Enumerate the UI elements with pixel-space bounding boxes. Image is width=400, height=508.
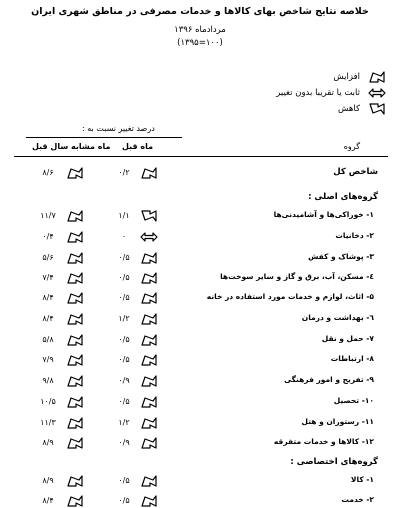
legend-label: ثابت یا تقریبا بدون تغییر bbox=[276, 88, 360, 98]
up-arrow-icon bbox=[66, 494, 84, 508]
prev-year-value: ۱۱/۳ bbox=[40, 418, 56, 427]
up-arrow-icon bbox=[140, 312, 158, 326]
table-row bbox=[0, 251, 400, 265]
prev-year-value: ۸/۴ bbox=[42, 496, 54, 505]
legend-label: افزایش bbox=[333, 72, 360, 82]
row-label: شاخص کل bbox=[333, 167, 378, 177]
up-arrow-icon bbox=[66, 333, 84, 347]
up-arrow-icon bbox=[66, 291, 84, 305]
up-arrow-icon bbox=[66, 416, 84, 430]
col-group: گروه bbox=[343, 142, 360, 151]
prev-year-value: ۱۱/۷ bbox=[40, 211, 56, 220]
prev-month-value: ۰/۵ bbox=[118, 476, 130, 485]
prev-month-value: ۰ bbox=[121, 232, 127, 241]
up-arrow-icon bbox=[66, 474, 84, 488]
report-base-year: (۱۰۰=۱۳۹۵) bbox=[177, 38, 223, 48]
table-row bbox=[0, 333, 400, 347]
prev-month-value: ۱/۲ bbox=[118, 418, 130, 427]
row-label: ۲- دخانیات bbox=[335, 231, 374, 240]
prev-month-value: ۱/۱ bbox=[118, 211, 130, 220]
section-main-groups: گروه‌های اصلی : bbox=[308, 192, 378, 202]
up-arrow-icon bbox=[140, 474, 158, 488]
header-divider bbox=[26, 137, 182, 138]
down-arrow-icon bbox=[140, 209, 158, 223]
row-label: ۱- کالا bbox=[350, 475, 374, 484]
prev-year-value: ۸/۶ bbox=[42, 168, 54, 177]
percent-change-header: درصد تغییر نسبت به : bbox=[82, 124, 155, 133]
legend-decrease bbox=[338, 101, 386, 117]
table-row bbox=[0, 416, 400, 430]
row-label: ۳- پوشاک و کفش bbox=[308, 252, 374, 261]
up-arrow-icon bbox=[66, 271, 84, 285]
prev-year-value: ۵/۶ bbox=[42, 253, 54, 262]
row-label: ٤- مسکن، آب، برق و گاز و سایر سوخت‌ها bbox=[220, 272, 374, 281]
prev-year-value: ۷/۹ bbox=[42, 355, 54, 364]
prev-year-value: ۸/۹ bbox=[42, 438, 54, 447]
prev-year-value: ۰/۴ bbox=[42, 232, 54, 241]
table-row bbox=[0, 374, 400, 388]
report-title: خلاصه نتایج شاخص بهای کالاها و خدمات مصرفی در مناطق شهری ایران bbox=[31, 6, 369, 17]
up-arrow-icon bbox=[140, 333, 158, 347]
row-label: ۵- اثاث، لوازم و خدمات مورد استفاده در خانه bbox=[206, 292, 374, 301]
up-arrow-icon bbox=[66, 374, 84, 388]
row-label: ٦- بهداشت و درمان bbox=[301, 313, 374, 322]
row-label: ۱۲- کالاها و خدمات متفرقه bbox=[273, 437, 374, 446]
legend-flat bbox=[276, 85, 386, 101]
report-period: مردادماه ۱۳۹۶ bbox=[174, 25, 226, 35]
up-arrow-icon bbox=[66, 395, 84, 409]
up-arrow-icon bbox=[140, 374, 158, 388]
row-label: ۱۰- تحصیل bbox=[333, 396, 374, 405]
up-arrow-icon bbox=[66, 209, 84, 223]
up-arrow-icon bbox=[66, 166, 84, 180]
prev-month-value: ۰/۵ bbox=[118, 355, 130, 364]
up-arrow-icon bbox=[140, 395, 158, 409]
prev-month-value: ۰/۹ bbox=[118, 438, 130, 447]
table-row bbox=[0, 312, 400, 326]
prev-year-value: ۸/۴ bbox=[42, 314, 54, 323]
col-same-month-prev-year: ماه مشابه سال قبل bbox=[32, 142, 111, 151]
row-label: ۱۱- رستوران و هتل bbox=[301, 417, 374, 426]
up-arrow-icon bbox=[140, 494, 158, 508]
row-label: ۲- خدمت bbox=[341, 495, 374, 504]
up-arrow-icon bbox=[66, 312, 84, 326]
up-arrow-icon bbox=[140, 436, 158, 450]
up-arrow-icon bbox=[140, 166, 158, 180]
prev-month-value: ۰/۵ bbox=[118, 253, 130, 262]
prev-month-value: ۰/۵ bbox=[118, 397, 130, 406]
table-row bbox=[0, 474, 400, 488]
legend-label: کاهش bbox=[338, 104, 360, 114]
row-label: ۱- خوراکی‌ها و آشامیدنی‌ها bbox=[273, 210, 374, 219]
table-row bbox=[0, 494, 400, 508]
up-arrow-icon bbox=[66, 230, 84, 244]
two-way-arrow-icon bbox=[368, 86, 386, 100]
table-row bbox=[0, 166, 400, 180]
up-arrow-icon bbox=[140, 271, 158, 285]
table-row bbox=[0, 230, 400, 244]
up-arrow-icon bbox=[368, 70, 386, 84]
prev-month-value: ۰/۵ bbox=[118, 273, 130, 282]
row-label: ۷- حمل و نقل bbox=[321, 334, 374, 343]
prev-year-value: ۱۰/۵ bbox=[40, 397, 56, 406]
up-arrow-icon bbox=[66, 251, 84, 265]
up-arrow-icon bbox=[66, 353, 84, 367]
section-special-groups: گروه‌های اختصاصی : bbox=[290, 457, 378, 467]
table-row bbox=[0, 291, 400, 305]
up-arrow-icon bbox=[140, 416, 158, 430]
prev-month-value: ۰/۲ bbox=[118, 168, 130, 177]
up-arrow-icon bbox=[140, 291, 158, 305]
table-row bbox=[0, 271, 400, 285]
prev-year-value: ۸/۴ bbox=[42, 293, 54, 302]
prev-month-value: ۰/۵ bbox=[118, 293, 130, 302]
prev-month-value: ۱/۲ bbox=[118, 314, 130, 323]
down-arrow-icon bbox=[368, 102, 386, 116]
table-row bbox=[0, 436, 400, 450]
prev-year-value: ۹/۸ bbox=[42, 376, 54, 385]
table-row bbox=[0, 353, 400, 367]
prev-year-value: ۷/۴ bbox=[42, 273, 54, 282]
prev-month-value: ۰/۵ bbox=[118, 335, 130, 344]
up-arrow-icon bbox=[66, 436, 84, 450]
table-top-rule bbox=[14, 156, 388, 157]
legend-increase bbox=[333, 69, 386, 85]
prev-year-value: ۸/۹ bbox=[42, 476, 54, 485]
two-way-arrow-icon bbox=[140, 230, 158, 244]
table-row bbox=[0, 395, 400, 409]
up-arrow-icon bbox=[140, 251, 158, 265]
row-label: ۸- ارتباطات bbox=[330, 354, 374, 363]
prev-month-value: ۰/۵ bbox=[118, 496, 130, 505]
col-prev-month: ماه قبل bbox=[122, 142, 154, 151]
prev-year-value: ۵/۸ bbox=[42, 335, 54, 344]
row-label: ۹- تفریح و امور فرهنگی bbox=[284, 375, 374, 384]
up-arrow-icon bbox=[140, 353, 158, 367]
prev-month-value: ۰/۹ bbox=[118, 376, 130, 385]
table-row bbox=[0, 209, 400, 223]
